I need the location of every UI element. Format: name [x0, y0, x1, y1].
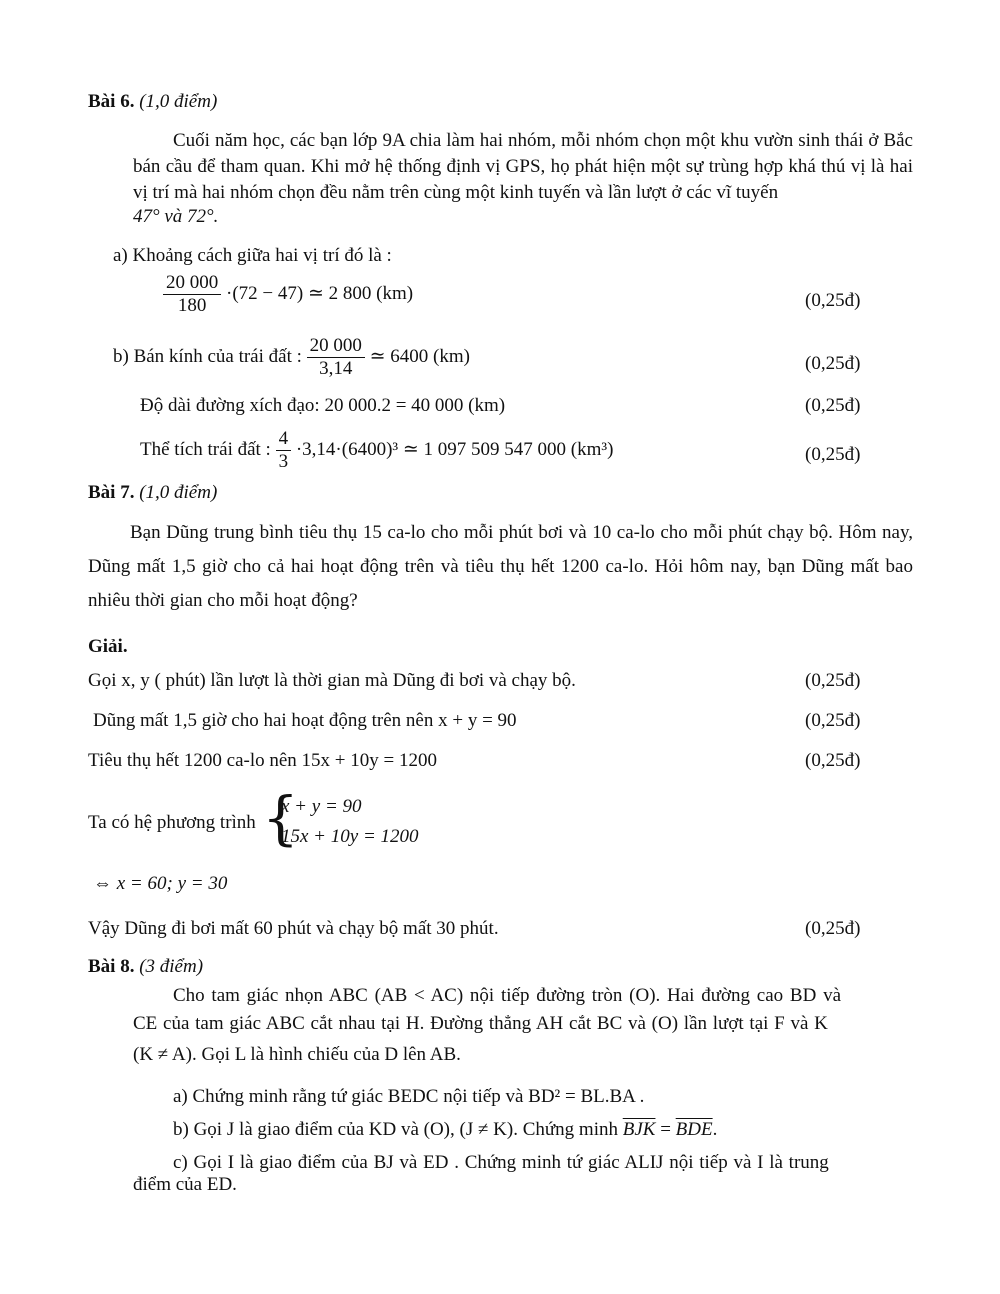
bai6-a-fraction — [163, 272, 221, 317]
bai6-equator: Độ dài đường xích đạo: 20 000.2 = 40 000 (km) — [140, 395, 506, 416]
bai6-d-den: 3 — [278, 450, 289, 472]
bai6-a-expr: ·(72 − 47) ≃ 2 800 (km) — [226, 282, 414, 304]
bai6-volume — [140, 428, 613, 473]
bai6-a-den: 180 — [177, 294, 207, 316]
bai8-para2: CE của tam giác ABC cắt nhau tại H. Đường thẳng AH cắt BC và (O) lần lượt tại F và K — [133, 1013, 828, 1034]
bai7-line1-score: (0,25đ) — [805, 670, 861, 691]
bai8-points: (3 điểm) — [139, 956, 204, 977]
bai6-heading: Bài 6. — [88, 91, 135, 112]
bai8-qb-text: b) Gọi J là giao điểm của KD và (O), (J ≠ K). Chứng minh — [173, 1119, 618, 1140]
bai7-title — [88, 482, 217, 505]
bai6-b-num: 20 000 — [307, 335, 365, 358]
bai6-d-label: Thể tích trái đất : — [140, 438, 271, 460]
bai8-question-c2: điểm của ED. — [133, 1174, 237, 1195]
bai8-question-b — [173, 1119, 717, 1142]
bai7-line3: Tiêu thụ hết 1200 ca-lo nên 15x + 10y = 1200 — [88, 750, 437, 771]
bai7-system-brace: { — [262, 784, 299, 852]
bai7-system-eq2: 15x + 10y = 1200 — [281, 826, 419, 847]
bai6-points: (1,0 điểm) — [139, 91, 218, 112]
bai8-qb-end: . — [712, 1119, 718, 1140]
bai8-para1: Cho tam giác nhọn ABC (AB < AC) nội tiếp đường tròn (O). Hai đường cao BD và — [173, 985, 842, 1006]
bai6-intro: Cuối năm học, các bạn lớp 9A chia làm hai nhóm, mỗi nhóm chọn một khu vườn sinh thái ở Bắc bán cầu để tham quan. Khi mở hệ thống định vị GPS, họ phát hiện một sự trùng hợp khá thú vị là hai vị trí mà hai nhóm chọn đều nằm trên cùng một kinh tuyến và lần lượt ở các vĩ tuyến — [133, 130, 913, 203]
bai7-line3-score: (0,25đ) — [805, 750, 861, 771]
bai6-b-expr: ≃ 6400 (km) — [369, 345, 470, 367]
bai6-d-num: 4 — [276, 428, 292, 451]
bai8-qb-equals: = — [655, 1119, 676, 1140]
bai6-a-label: a) Khoảng cách giữa hai vị trí đó là : — [113, 245, 392, 266]
bai7-system-eq1: x + y = 90 — [281, 796, 362, 817]
bai6-a-num: 20 000 — [163, 272, 221, 295]
bai6-b-den: 3,14 — [319, 357, 353, 379]
bai6-a-score: (0,25đ) — [805, 290, 861, 311]
bai6-d-score: (0,25đ) — [805, 444, 861, 465]
bai8-qb-arc2: $\overline{BDE}$ — [675, 1119, 713, 1140]
bai6-a-formula — [163, 272, 413, 317]
bai8-title — [88, 956, 203, 979]
bai6-b-fraction — [307, 335, 365, 380]
bai7-line6-score: (0,25đ) — [805, 918, 861, 939]
bai7-solution-label: Giải. — [88, 636, 128, 657]
bai7-line2: Dũng mất 1,5 giờ cho hai hoạt động trên nên x + y = 90 — [93, 710, 517, 731]
bai7-line5: ⇔ x = 60; y = 30 — [93, 873, 228, 894]
bai6-b-formula — [113, 335, 470, 380]
bai7-line6: Vậy Dũng đi bơi mất 60 phút và chạy bộ mất 30 phút. — [88, 918, 499, 939]
bai8-heading: Bài 8. — [88, 956, 135, 977]
bai7-line1: Gọi x, y ( phút) lần lượt là thời gian mà Dũng đi bơi và chạy bộ. — [88, 670, 576, 691]
bai6-d-expr: ·3,14·(6400)³ ≃ 1 097 509 547 000 (km³) — [295, 438, 614, 460]
bai7-points: (1,0 điểm) — [139, 482, 218, 503]
bai6-c-score: (0,25đ) — [805, 395, 861, 416]
bai6-b-label: b) Bán kính của trái đất : — [113, 345, 302, 367]
bai6-latitudes: 47° và 72°. — [133, 206, 219, 227]
bai7-system-label: Ta có hệ phương trình — [88, 812, 256, 833]
bai6-d-fraction — [276, 428, 292, 473]
bai7-heading: Bài 7. — [88, 482, 135, 503]
bai6-b-score: (0,25đ) — [805, 353, 861, 374]
bai7-text: Bạn Dũng trung bình tiêu thụ 15 ca-lo cho mỗi phút bơi và 10 ca-lo cho mỗi phút chạy bộ. Hôm nay, Dũng mất 1,5 giờ cho cả hai hoạt động trên và tiêu thụ hết 1200 ca-lo. Hỏi hôm nay, bạn Dũng mất bao nhiêu thời gian cho mỗi hoạt động? — [88, 522, 913, 611]
bai8-para3: (K ≠ A). Gọi L là hình chiếu của D lên AB. — [133, 1044, 461, 1065]
bai8-qb-arc1: $\overline{BJK}$ — [622, 1119, 656, 1140]
bai6-title — [88, 91, 217, 114]
bai8-question-c1: c) Gọi I là giao điểm của BJ và ED . Chứng minh tứ giác ALIJ nội tiếp và I là trung — [173, 1152, 829, 1173]
bai8-question-a: a) Chứng minh rằng tứ giác BEDC nội tiếp và BD² = BL.BA . — [173, 1086, 645, 1107]
bai7-line2-score: (0,25đ) — [805, 710, 861, 731]
